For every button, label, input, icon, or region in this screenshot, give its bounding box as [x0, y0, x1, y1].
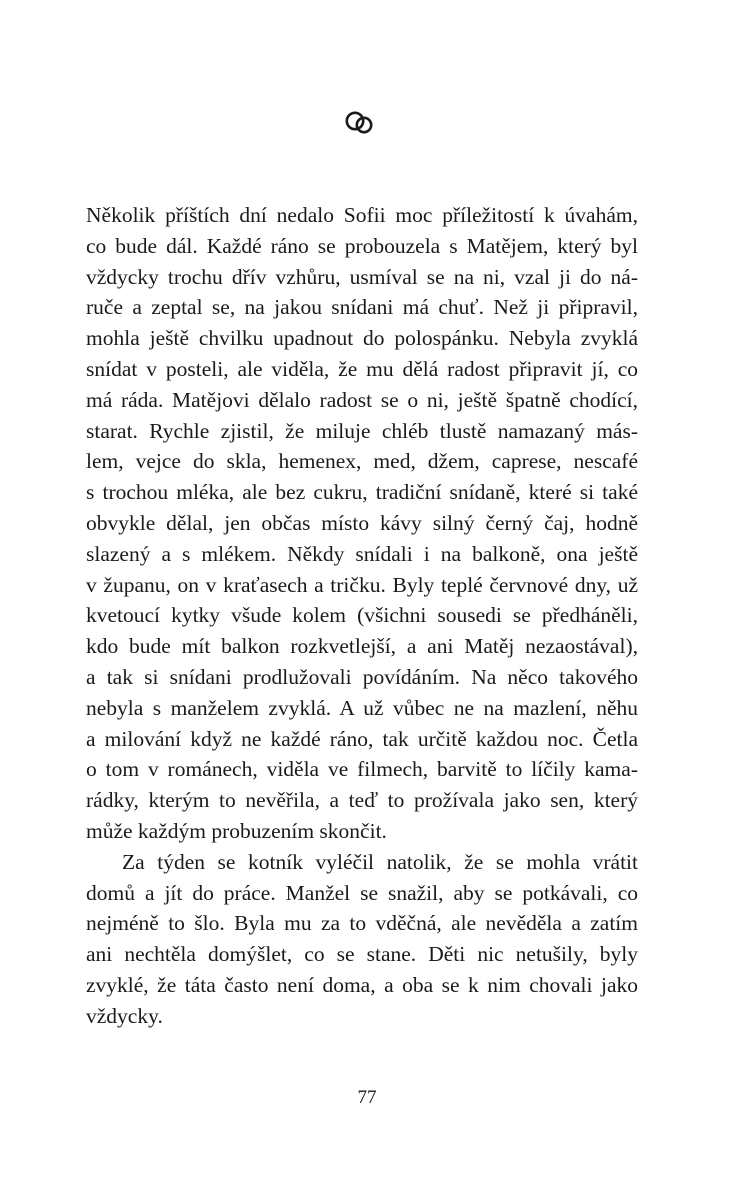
- text-line: snídat v posteli, ale viděla, že mu dělá radost připravit jí, co: [86, 356, 638, 381]
- text-line: Za týden se kotník vyléčil natolik, že se mohla vrátit: [122, 849, 638, 874]
- text-line: slazený a s mlékem. Někdy snídali i na balkoně, ona ještě: [86, 541, 638, 566]
- text-line: domů a jít do práce. Manžel se snažil, aby se potkávali, co: [86, 880, 638, 905]
- interlocking-rings-icon: [342, 108, 378, 136]
- text-line: zvyklé, že táta často není doma, a oba se k nim chovali jako: [86, 972, 638, 997]
- paragraph-1: [86, 200, 638, 847]
- text-line: kvetoucí kytky všude kolem (všichni sousedi se předháněli,: [86, 603, 638, 628]
- text-line: co bude dál. Každé ráno se probouzela s Matějem, který byl: [86, 233, 638, 258]
- text-line: a tak si snídani prodlužovali povídáním. Na něco takového: [86, 664, 638, 689]
- text-line: o tom v románech, viděla ve filmech, barvitě to líčily kama-: [86, 757, 638, 782]
- text-line: nebyla s manželem zvyklá. A už vůbec ne na mazlení, něhu: [86, 695, 638, 720]
- text-line: vždycky.: [86, 1003, 163, 1028]
- text-line: má ráda. Matějovi dělalo radost se o ni, ještě špatně chodící,: [86, 387, 638, 412]
- page-number: 77: [357, 1087, 377, 1108]
- text-line: Několik příštích dní nedalo Sofii moc příležitostí k úvahám,: [86, 203, 638, 227]
- text-line: mohla ještě chvilku upadnout do polospánku. Nebyla zvyklá: [86, 326, 638, 351]
- text-line: s trochou mléka, ale bez cukru, tradiční snídaně, které si také: [86, 480, 638, 505]
- paragraph-2: [86, 847, 638, 1032]
- text-line: vždycky trochu dřív vzhůru, usmíval se na ni, vzal ji do ná-: [86, 264, 638, 289]
- text-line: starat. Rychle zjistil, že miluje chléb tlustě namazaný más-: [86, 418, 638, 443]
- text-line: ruče a zeptal se, na jakou snídani má chuť. Než ji připravil,: [86, 295, 638, 320]
- text-line: kdo bude mít balkon rozkvetlejší, a ani Matěj nezaostával),: [86, 634, 638, 659]
- text-line: nejméně to šlo. Byla mu za to vděčná, ale nevěděla a zatím: [86, 911, 638, 936]
- text-line: a milování když ne každé ráno, tak určitě každou noc. Četla: [86, 726, 638, 751]
- text-line: v županu, on v kraťasech a tričku. Byly teplé červnové dny, už: [86, 572, 638, 597]
- text-line: ani nechtěla domýšlet, co se stane. Děti nic netušily, byly: [86, 942, 638, 967]
- text-line: lem, vejce do skla, hemenex, med, džem, caprese, nescafé: [86, 449, 638, 474]
- text-line: může každým probuzením skončit.: [86, 818, 387, 843]
- text-line: rádky, kterým to nevěřila, a teď to prožívala jako sen, který: [86, 788, 638, 813]
- text-line: obvykle dělal, jen občas místo kávy silný černý čaj, hodně: [86, 510, 638, 535]
- body-text: [86, 200, 638, 1032]
